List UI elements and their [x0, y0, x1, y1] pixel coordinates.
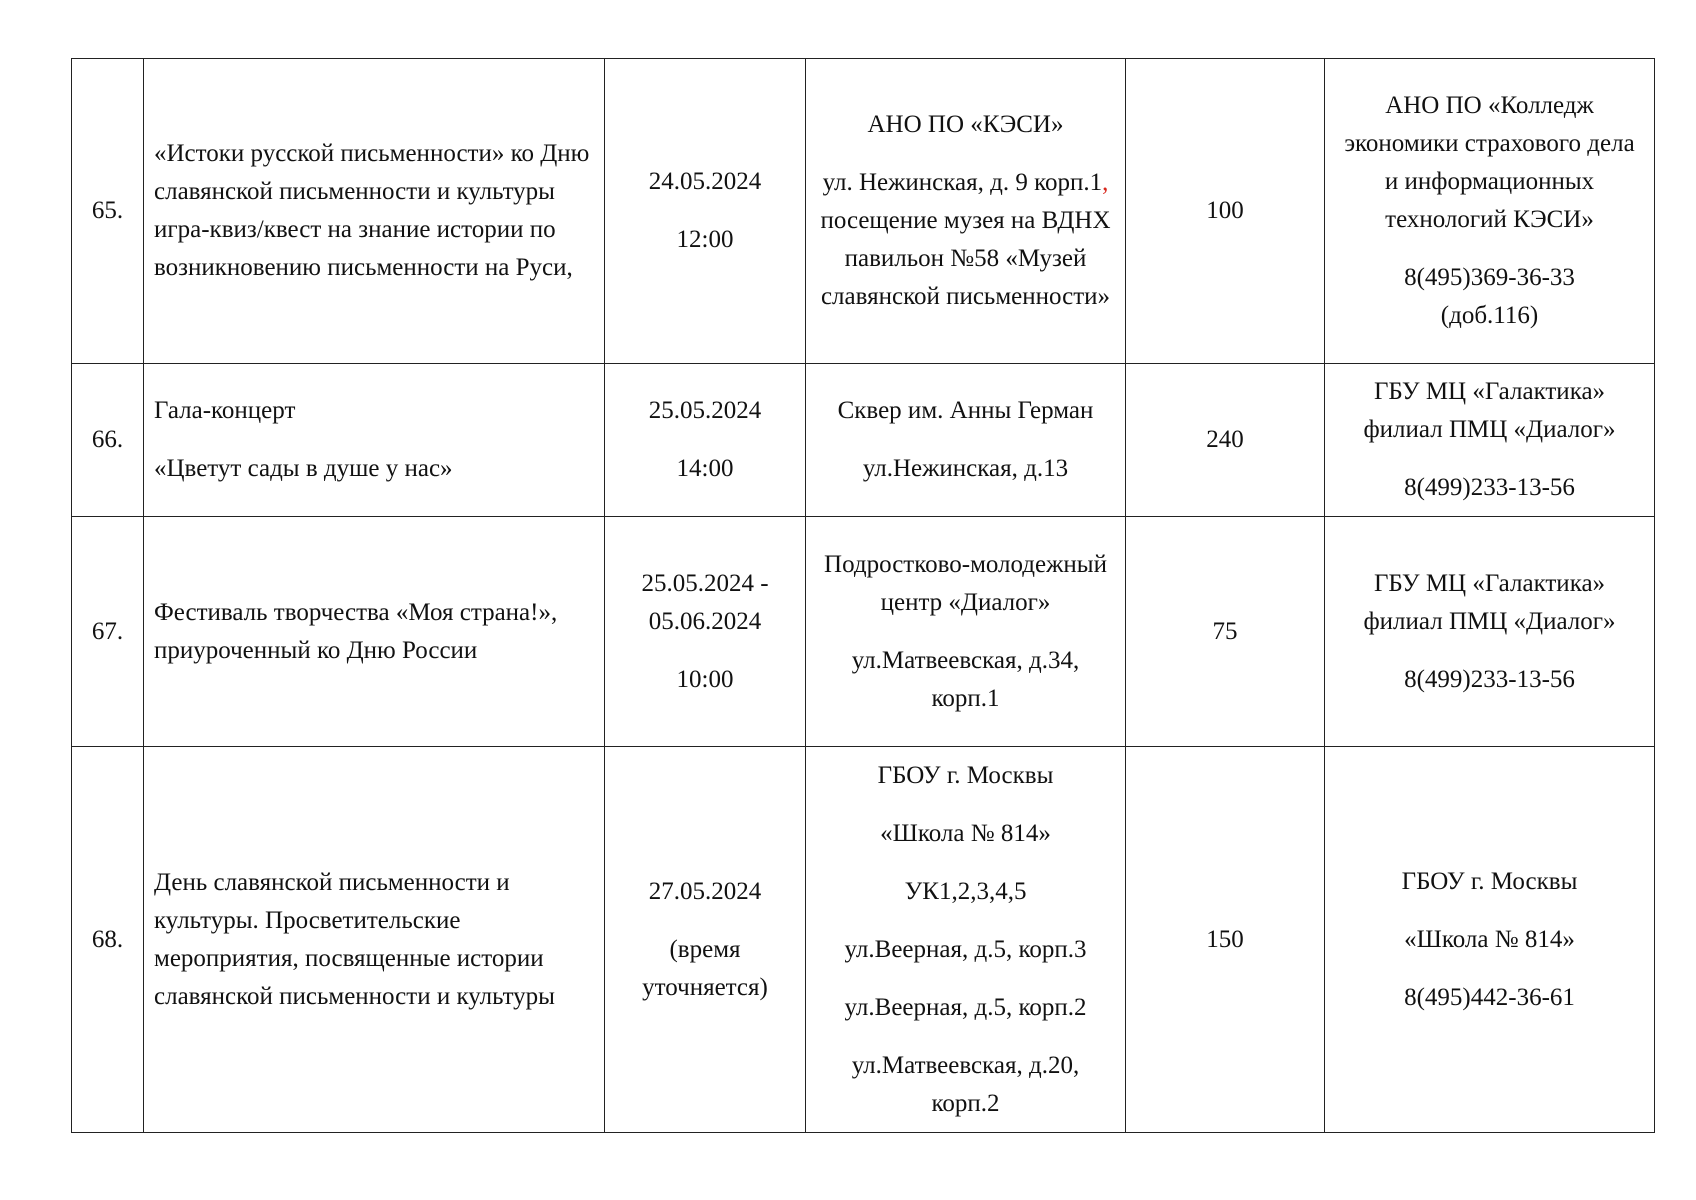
place-address [816, 164, 1115, 316]
place-name: Подростково-молодежный центр «Диалог» [824, 550, 1107, 616]
row-number: 68. [72, 747, 144, 1133]
organizer [1325, 364, 1655, 517]
event-place [806, 364, 1126, 517]
event-datetime [605, 747, 806, 1133]
event-date: 25.05.2024 [648, 397, 762, 424]
event-date: 27.05.2024 [648, 877, 762, 905]
row-number: 65. [72, 59, 144, 364]
place-address-comma: , [1102, 169, 1109, 196]
organizer [1325, 747, 1655, 1133]
place-address-part: посещение музея на ВДНХ павильон №58 «Музей славянской письменности» [820, 207, 1111, 310]
row-number: 67. [72, 517, 144, 747]
organizer-phone: 8(495)442-36-61 [1404, 983, 1575, 1011]
organizer-phone: 8(499)233-13-56 [1404, 474, 1575, 501]
organizer-line: ГБОУ г. Москвы [1401, 867, 1578, 895]
organizer-name: ГБУ МЦ «Галактика» филиал ПМЦ «Диалог» [1363, 378, 1616, 443]
event-place [806, 747, 1126, 1133]
event-date: 24.05.2024 [648, 168, 762, 195]
event-datetime [605, 364, 806, 517]
participants-count: 100 [1126, 59, 1325, 364]
event-datetime [605, 59, 806, 364]
place-line: УК1,2,3,4,5 [904, 877, 1027, 905]
organizer-name: ГБУ МЦ «Галактика» филиал ПМЦ «Диалог» [1363, 569, 1616, 635]
place-line: ул.Матвеевская, д.20, корп.2 [851, 1051, 1080, 1117]
table-row [72, 747, 1655, 1133]
place-name: Сквер им. Анны Герман [837, 397, 1094, 424]
table-row [72, 517, 1655, 747]
event-place [806, 59, 1126, 364]
organizer-phone-ext: (доб.116) [1440, 302, 1539, 329]
participants-count: 150 [1126, 747, 1325, 1133]
event-title [144, 364, 605, 517]
table-row [72, 364, 1655, 517]
event-title: Фестиваль творчества «Моя страна!», приуроченный ко Дню России [144, 517, 605, 747]
event-datetime [605, 517, 806, 747]
event-time: 12:00 [676, 226, 734, 253]
place-organization: АНО ПО «КЭСИ» [867, 111, 1064, 138]
organizer-line: «Школа № 814» [1404, 925, 1575, 953]
participants-count: 75 [1126, 517, 1325, 747]
organizer-phone: 8(495)369-36-33 [1404, 264, 1575, 291]
organizer [1325, 517, 1655, 747]
table-row [72, 59, 1655, 364]
event-time: (время уточняется) [642, 935, 768, 1001]
participants-count: 240 [1126, 364, 1325, 517]
place-line: «Школа № 814» [880, 819, 1051, 847]
place-address-part: ул. Нежинская, д. 9 корп.1 [822, 169, 1103, 196]
events-table [71, 58, 1655, 1133]
place-line: ул.Веерная, д.5, корп.2 [844, 993, 1087, 1021]
event-title: «Истоки русской письменности» ко Дню славянской письменности и культуры игра-квиз/квест на знание истории по возникновению письменности на Руси, [144, 59, 605, 364]
event-time: 10:00 [676, 665, 734, 693]
place-line: ГБОУ г. Москвы [877, 761, 1054, 789]
organizer-name: АНО ПО «Колледж экономики страхового дела и информационных технологий КЭСИ» [1344, 92, 1635, 233]
event-title: День славянской письменности и культуры. Просветительские мероприятия, посвященные истории славянской письменности и культуры [144, 747, 605, 1133]
row-number: 66. [72, 364, 144, 517]
event-title-line: «Цветут сады в душе у нас» [154, 455, 453, 482]
event-title-line: Гала-концерт [154, 397, 296, 424]
place-address: ул.Матвеевская, д.34, корп.1 [851, 646, 1080, 712]
event-date: 25.05.2024 - 05.06.2024 [641, 569, 769, 635]
organizer-phone: 8(499)233-13-56 [1404, 665, 1575, 693]
event-place [806, 517, 1126, 747]
place-line: ул.Веерная, д.5, корп.3 [844, 935, 1087, 963]
place-address: ул.Нежинская, д.13 [862, 455, 1069, 482]
event-time: 14:00 [676, 455, 734, 482]
organizer [1325, 59, 1655, 364]
